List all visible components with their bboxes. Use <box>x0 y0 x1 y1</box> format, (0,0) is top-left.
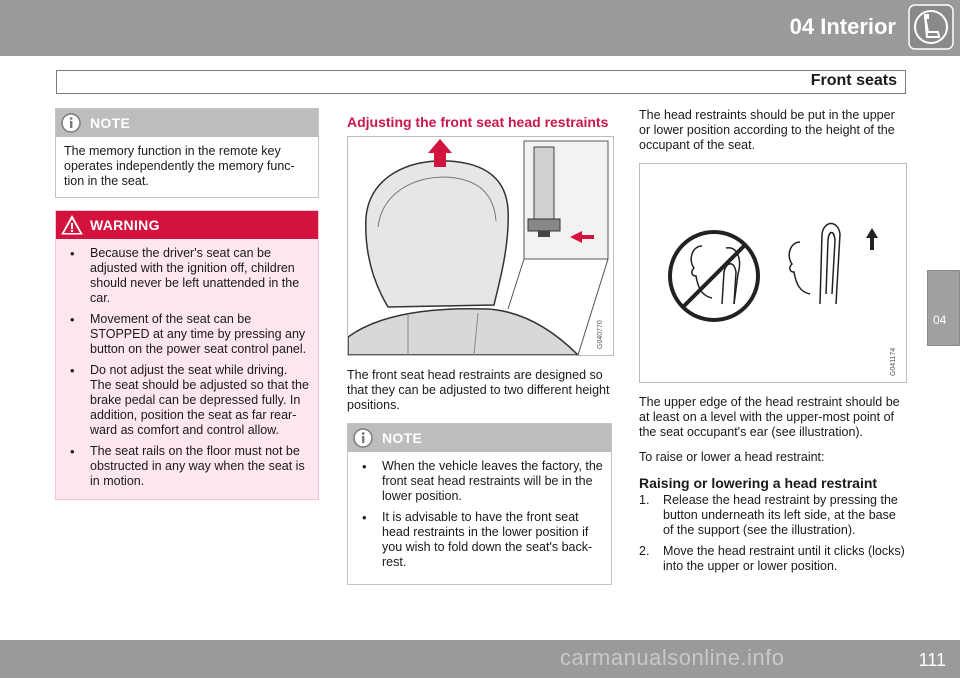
note-list <box>356 459 603 570</box>
paragraph: The head restraints should be put in the upper or lower position according to the height of the occupant of the seat. <box>639 108 895 152</box>
step-item <box>639 544 907 574</box>
note-box <box>347 423 612 585</box>
subheading: Raising or lowering a head restraint <box>639 475 878 491</box>
warning-header <box>56 211 318 239</box>
head-position-drawing <box>640 164 906 382</box>
step-text: Release the head restraint by pressing the button underneath its left side, at the base of the support (see the illustration). <box>663 493 898 537</box>
step-number: 1. <box>639 493 650 507</box>
note-text: The memory function in the remote key operates independently the memory func-tion in the seat. <box>64 144 295 188</box>
chapter-tab-label: 04 <box>933 313 947 327</box>
note-label: NOTE <box>90 115 131 131</box>
warning-label: WARNING <box>90 217 160 233</box>
warning-list <box>64 246 310 489</box>
warning-item: • The seat rails on the floor must not be obstructed in any way when the seat is in motion. <box>64 444 310 489</box>
note-box <box>55 108 319 198</box>
steps-list <box>639 493 907 574</box>
note-item: • It is advisable to have the front seat head restraints in the lower position if you wish to fold down the seat's back-rest. <box>356 510 603 570</box>
head-restraint-drawing <box>348 137 613 355</box>
figure-code: G040770 <box>597 320 604 349</box>
watermark: carmanualsonline.info <box>560 645 785 670</box>
paragraph: The upper edge of the head restraint should be at least on a level with the upper-most point of the seat occupant's ear (see illustration). <box>639 395 900 439</box>
step-number: 2. <box>639 544 650 558</box>
paragraph: To raise or lower a head restraint: <box>639 450 825 464</box>
paragraph: The front seat head restraints are designed so that they can be adjusted to two different height positions. <box>347 368 610 412</box>
header-bar <box>0 0 960 56</box>
section-bar <box>56 70 906 94</box>
left-column <box>55 108 319 512</box>
head-position-illustration <box>639 163 907 383</box>
seat-icon <box>908 4 954 50</box>
step-text: Move the head restraint until it clicks (locks) into the upper or lower position. <box>663 544 905 573</box>
page-number: 111 <box>918 650 946 670</box>
warning-box <box>55 210 319 500</box>
note-header <box>348 424 611 452</box>
info-icon <box>61 113 81 133</box>
warning-item: • Movement of the seat can be STOPPED at any time by pressing any button on the power seat control panel. <box>64 312 310 357</box>
warning-item: • Because the driver's seat can be adjusted with the ignition off, children should never be left unattended in the car. <box>64 246 310 306</box>
figure-code: G041174 <box>890 347 897 376</box>
note-item: • When the vehicle leaves the factory, the front seat head restraints will be in the lower position. <box>356 459 603 504</box>
warning-item: • Do not adjust the seat while driving. The seat should be adjusted so that the brake pedal can be depressed fully. In addition, position the seat as far rear-ward as comfort and control allow. <box>64 363 310 438</box>
chapter-tab[interactable] <box>927 270 960 346</box>
warning-icon <box>61 215 83 235</box>
note-header <box>56 109 318 137</box>
section-heading: Adjusting the front seat head restraints <box>347 114 609 130</box>
step-item <box>639 493 907 538</box>
section-title: Front seats <box>810 72 897 89</box>
info-icon <box>353 428 373 448</box>
right-column <box>639 108 907 580</box>
note-label: NOTE <box>382 430 423 446</box>
footer-bar <box>0 640 960 678</box>
chapter-title: 04 Interior <box>789 14 896 39</box>
head-restraint-illustration <box>347 136 614 356</box>
middle-column <box>347 108 612 597</box>
